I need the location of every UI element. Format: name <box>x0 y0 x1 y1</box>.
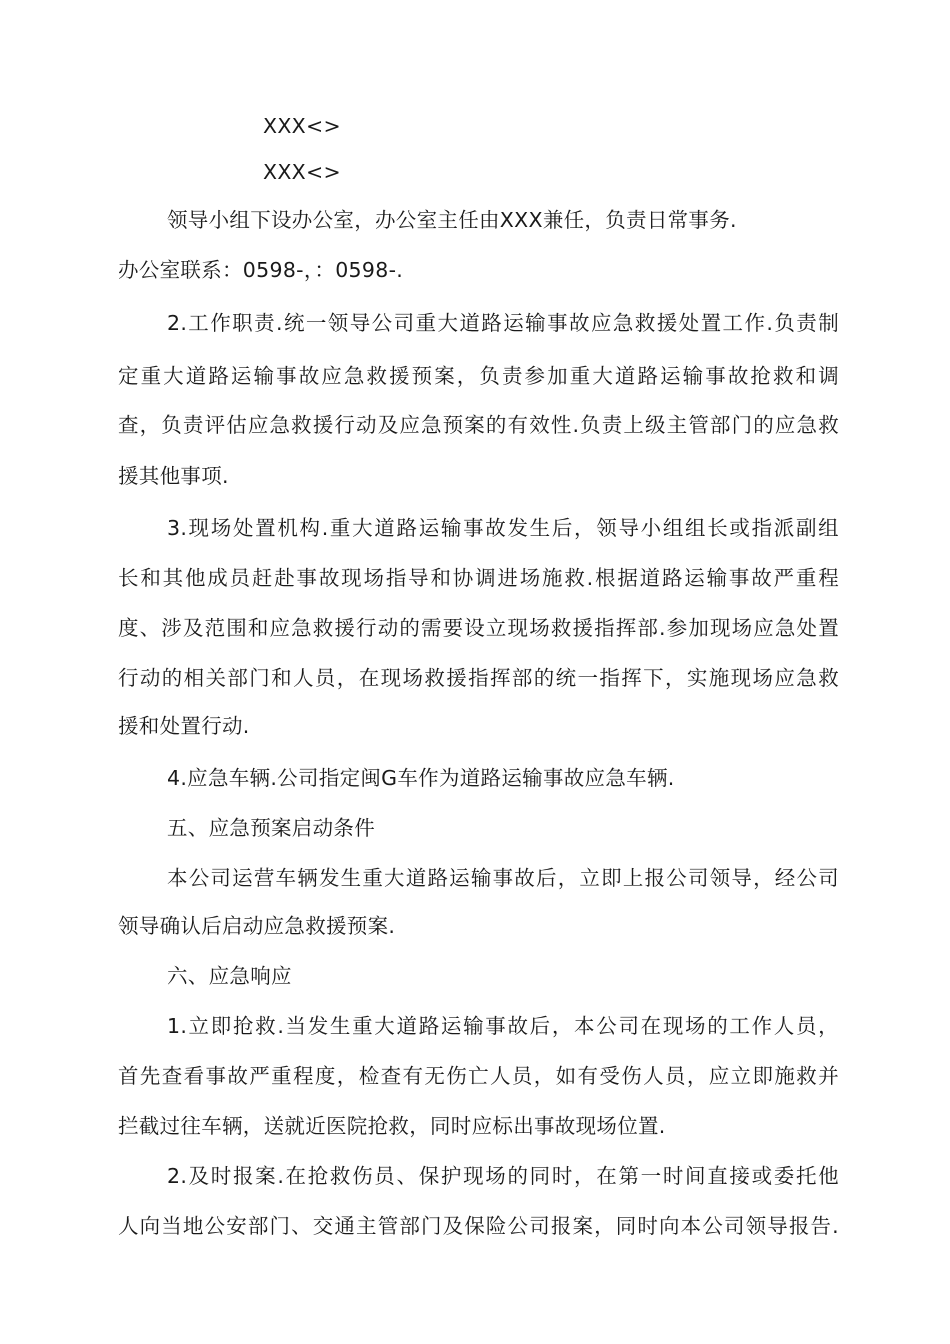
onsite-paragraph-line-2: 长和其他成员赶赴事故现场指导和协调进场施救.根据道路运输事故严重程 <box>118 566 839 590</box>
rescue-paragraph-line-2: 首先查看事故严重程度，检查有无伤亡人员，如有受伤人员，应立即施救并 <box>118 1064 839 1088</box>
rescue-paragraph-line-1: 1.立即抢救.当发生重大道路运输事故后，本公司在现场的工作人员， <box>167 1014 839 1038</box>
duties-paragraph-line-4: 援其他事项. <box>118 464 229 488</box>
duties-paragraph-line-1: 2.工作职责.统一领导公司重大道路运输事故应急救援处置工作.负责制 <box>167 311 839 335</box>
member-line-1: XXX<> <box>263 114 341 138</box>
report-paragraph-line-1: 2.及时报案.在抢救伤员、保护现场的同时，在第一时间直接或委托他 <box>167 1164 839 1188</box>
onsite-paragraph-line-4: 行动的相关部门和人员，在现场救援指挥部的统一指挥下，实施现场应急救 <box>118 666 839 690</box>
rescue-paragraph-line-3: 拦截过往车辆，送就近医院抢救，同时应标出事故现场位置. <box>118 1114 666 1138</box>
section-heading-six: 六、应急响应 <box>167 964 292 988</box>
vehicle-line: 4.应急车辆.公司指定闽G车作为道路运输事故应急车辆. <box>167 766 675 790</box>
onsite-paragraph-line-1: 3.现场处置机构.重大道路运输事故发生后，领导小组组长或指派副组 <box>167 516 839 540</box>
member-line-2: XXX<> <box>263 160 341 184</box>
duties-paragraph-line-3: 查，负责评估应急救援行动及应急预案的有效性.负责上级主管部门的应急救 <box>118 413 839 437</box>
trigger-paragraph-line-1: 本公司运营车辆发生重大道路运输事故后，立即上报公司领导，经公司 <box>167 866 839 890</box>
duties-paragraph-line-2: 定重大道路运输事故应急救援预案，负责参加重大道路运输事故抢救和调 <box>118 364 839 388</box>
office-contact-line: 办公室联系：0598-，：0598-. <box>118 258 404 282</box>
onsite-paragraph-line-5: 援和处置行动. <box>118 714 250 738</box>
onsite-paragraph-line-3: 度、涉及范围和应急救援行动的需要设立现场救援指挥部.参加现场应急处置 <box>118 616 839 640</box>
report-paragraph-line-2: 人向当地公安部门、交通主管部门及保险公司报案，同时向本公司领导报告. <box>118 1214 839 1238</box>
office-setup-line: 领导小组下设办公室，办公室主任由XXX兼任，负责日常事务. <box>167 208 737 232</box>
section-heading-five: 五、应急预案启动条件 <box>167 816 375 840</box>
trigger-paragraph-line-2: 领导确认后启动应急救援预案. <box>118 914 396 938</box>
